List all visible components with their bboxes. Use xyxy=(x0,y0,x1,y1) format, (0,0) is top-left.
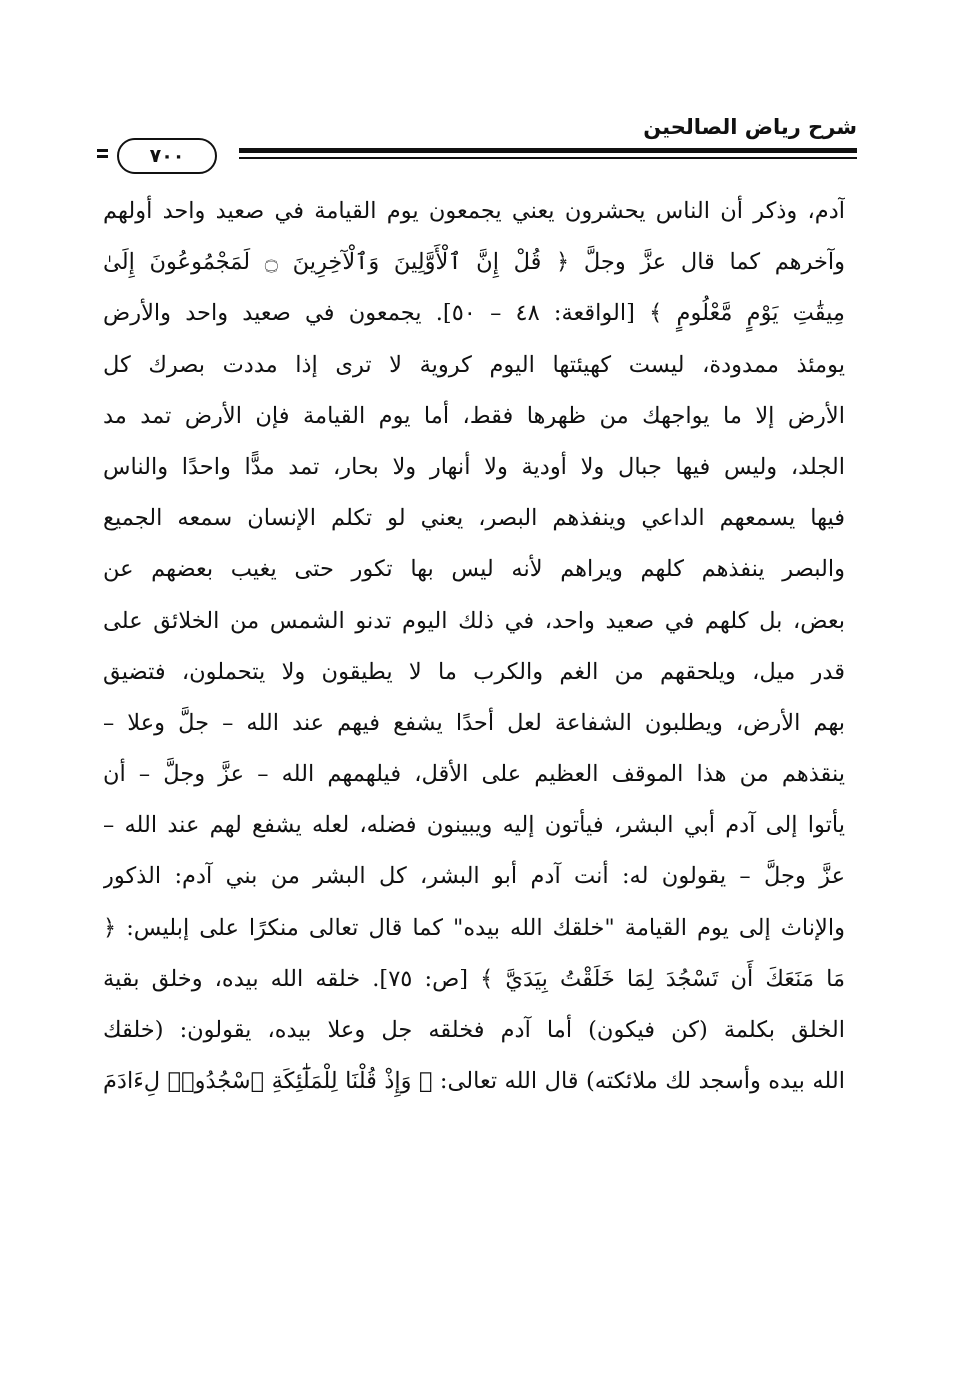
book-title: شرح رياض الصالحين xyxy=(643,115,857,139)
text-line: الخلق بكلمة (كن فيكون) أما آدم فخلقه جل وعلا بيده، يقولون: (خلقك xyxy=(103,1017,845,1043)
text-line: قدر ميل، ويلحقهم من الغم والكرب ما لا يطيقون ولا يتحملون، فتضيق xyxy=(103,658,845,685)
text-line: الجلد، وليس فيها جبال ولا أودية ولا أنهار ولا بحار، تمد مدًّا واحدًا والناس xyxy=(103,453,845,480)
text-line: عزَّ وجلَّ – يقولون له: أنت آدم أبو البشر، كل البشر من بني آدم: الذكور xyxy=(103,863,845,890)
text-line: الله بيده وأسجد لك ملائكته) قال الله تعالى: ﴿ وَإِذْ قُلْنَا لِلْمَلَٰٓئِكَةِ ٱسْجُدُوا۟ لِءَادَمَ xyxy=(103,1068,845,1095)
text-line: والإناث إلى يوم القيامة "خلقك الله بيده" كما قال تعالى منكرًا على إبليس: ﴿ xyxy=(103,914,845,941)
text-line: بهم الأرض، ويطلبون الشفاعة لعل أحدًا يشفع فيهم عند الله – جلَّ وعلا – xyxy=(103,709,845,736)
text-line: مَا مَنَعَكَ أَن تَسْجُدَ لِمَا خَلَقْتُ بِيَدَيَّ ﴾ [ص: ٧٥]. خلقه الله بيده، وخلق بقية xyxy=(103,965,845,992)
text-line: آدم، وذكر أن الناس يحشرون يعني يجمعون يوم القيامة في صعيد واحد أولهم xyxy=(103,198,845,224)
page-number: ٧٠٠ xyxy=(149,145,185,167)
text-line: ينقذهم من هذا الموقف العظيم على الأقل، فيلهمهم الله – عزَّ وجلَّ – أن xyxy=(103,761,845,788)
page-header xyxy=(97,105,857,185)
text-line: الأرض إلا ما يواجهك من ظهرها فقط، أما يوم القيامة فإن الأرض تمد مد xyxy=(103,402,845,429)
text-line: يأتوا إلى آدم أبي البشر، فيأتون إليه ويبينون فضله، لعله يشفع لهم عند الله – xyxy=(103,812,845,839)
text-line: مِيقَٰتِ يَوْمٍ مَّعْلُومٍ ﴾ [الواقعة: ٤٨ – ٥٠]. يجمعون في صعيد واحد والأرض xyxy=(103,300,845,327)
body-text xyxy=(103,186,845,1107)
header-rule-thick xyxy=(239,148,857,153)
header-bullet-icon xyxy=(97,149,110,162)
text-line: بعض، بل كلهم في صعيد واحد، في ذلك اليوم تدنو الشمس من الخلائق على xyxy=(103,607,845,634)
text-line: والبصر ينفذهم كلهم ويراهم لأنه ليس بها تكور حتى يغيب بعضهم عن xyxy=(103,556,845,583)
text-line: وآخرهم كما قال عزَّ وجلَّ ﴿ قُلْ إِنَّ ٱلْأَوَّلِينَ وَٱلْآخِرِينَ ۝ لَمَجْمُوعُونَ إِلَىٰ xyxy=(103,249,845,276)
header-rule-thin xyxy=(239,157,857,159)
text-line: فيها يسمعهم الداعي وينفذهم البصر، يعني لو تكلم الإنسان سمعه الجميع xyxy=(103,505,845,532)
page-number-badge xyxy=(117,138,217,174)
text-line: يومئذ ممدودة، ليست كهيئتها اليوم كروية لا ترى إذا مددت بصرك كل xyxy=(103,351,845,378)
